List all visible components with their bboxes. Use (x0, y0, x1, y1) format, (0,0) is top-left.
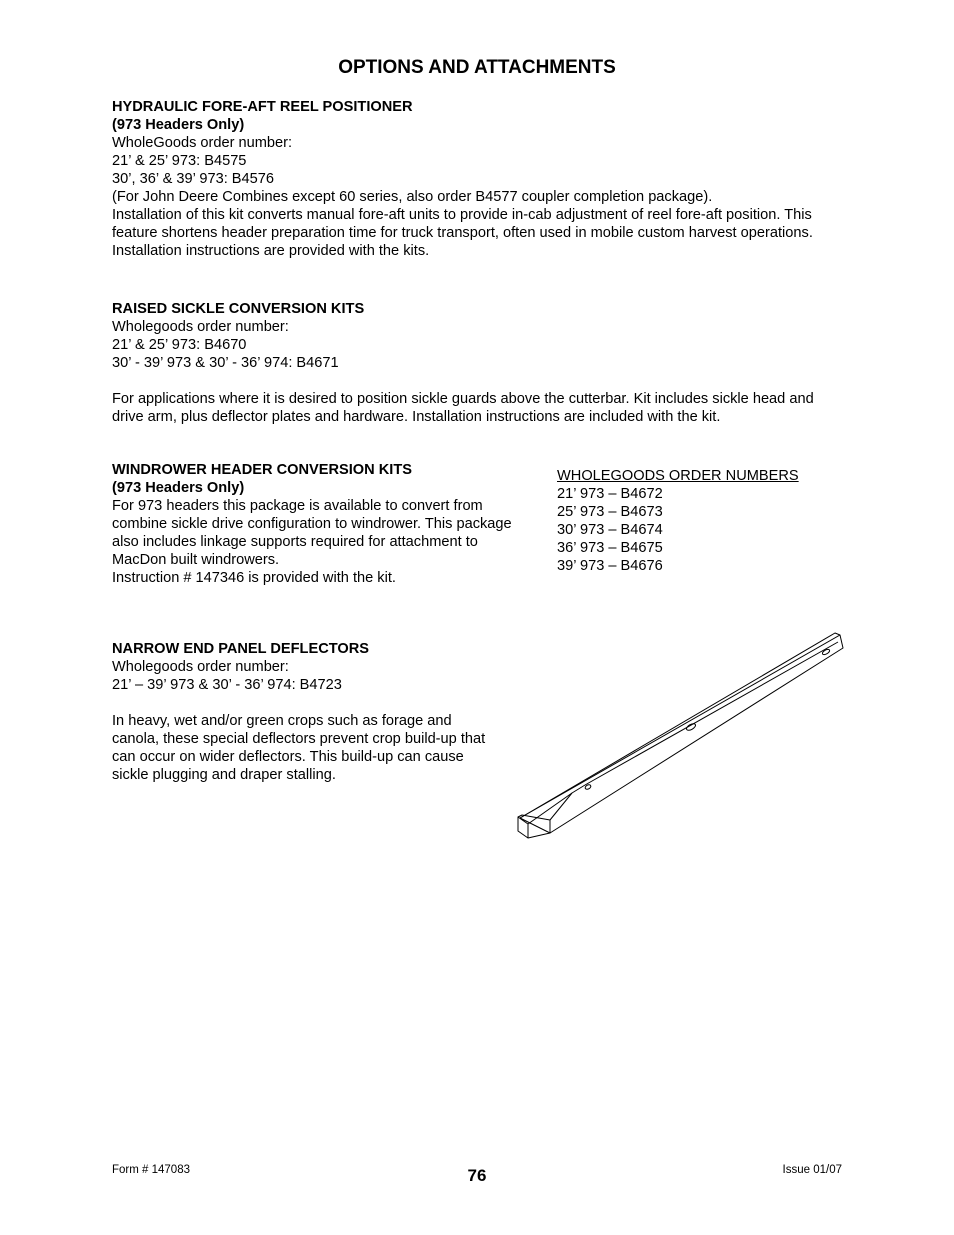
form-number: Form # 147083 (112, 1164, 190, 1176)
section-subheading: (973 Headers Only) (112, 480, 245, 496)
page-number: 76 (467, 1166, 487, 1185)
section-heading: RAISED SICKLE CONVERSION KITS (112, 301, 365, 317)
order-numbers-heading: WHOLEGOODS ORDER NUMBERS (557, 468, 799, 484)
text-line: WholeGoods order number: (112, 135, 293, 151)
text-line: Wholegoods order number: (112, 319, 289, 335)
text-line: Instruction # 147346 is provided with the kit. (112, 570, 396, 586)
text-line: combine sickle drive configuration to windrower. This package (112, 516, 512, 532)
deflector-brace (528, 785, 585, 824)
section-heading: NARROW END PANEL DEFLECTORS (112, 641, 370, 657)
order-number-item: 36’ 973 – B4675 (557, 540, 663, 556)
text-line: feature shortens header preparation time for truck transport, often used in mobile custom harvest operations. (112, 225, 813, 241)
windrower-section (112, 461, 524, 587)
text-line: Installation of this kit converts manual fore-aft units to provide in-cab adjustment of reel fore-aft position. This (112, 207, 812, 223)
text-line: For 973 headers this package is available to convert from (112, 498, 483, 514)
text-line: For applications where it is desired to position sickle guards above the cutterbar. Kit includes sickle head and (112, 391, 814, 407)
deflector-flange (520, 633, 840, 818)
text-line: MacDon built windrowers. (112, 552, 280, 568)
deflector-end-plate (518, 815, 550, 838)
issue-date: Issue 01/07 (782, 1164, 842, 1176)
order-number-item: 30’ 973 – B4674 (557, 522, 663, 538)
reel-positioner-section (112, 98, 852, 260)
deflector-fold-line (585, 642, 838, 785)
text-line: 30’ - 39’ 973 & 30’ - 36’ 974: B4671 (112, 355, 339, 371)
text-line: drive arm, plus deflector plates and hardware. Installation instructions are included with the kit. (112, 409, 721, 425)
text-line: canola, these special deflectors prevent crop build-up that (112, 731, 486, 747)
text-line: 21’ – 39’ 973 & 30’ - 36’ 974: B4723 (112, 677, 342, 693)
section-heading: WINDROWER HEADER CONVERSION KITS (112, 462, 412, 478)
text-line: sickle plugging and draper stalling. (112, 767, 336, 783)
deflectors-section (112, 640, 500, 784)
section-subheading: (973 Headers Only) (112, 117, 245, 133)
windrower-order-numbers (557, 467, 847, 575)
text-line: Installation instructions are provided with the kits. (112, 243, 430, 259)
section-heading: HYDRAULIC FORE-AFT REEL POSITIONER (112, 99, 413, 115)
text-line: 21’ & 25’ 973: B4670 (112, 337, 247, 353)
text-line: (For John Deere Combines except 60 series, also order B4577 coupler completion package). (112, 189, 713, 205)
page-title: OPTIONS AND ATTACHMENTS (338, 57, 616, 78)
text-line: 21’ & 25’ 973: B4575 (112, 153, 247, 169)
deflector-bar-outline (520, 635, 843, 833)
order-number-item: 39’ 973 – B4676 (557, 558, 663, 574)
text-line: In heavy, wet and/or green crops such as forage and (112, 713, 452, 729)
bolt-hole (822, 648, 831, 655)
deflector-illustration (510, 625, 850, 845)
bolt-hole (685, 722, 696, 731)
text-line: can occur on wider deflectors. This build-up can cause (112, 749, 464, 765)
raised-sickle-section (112, 300, 852, 426)
text-line: 30’, 36’ & 39’ 973: B4576 (112, 171, 275, 187)
text-line: Wholegoods order number: (112, 659, 289, 675)
order-number-item: 25’ 973 – B4673 (557, 504, 663, 520)
order-number-item: 21’ 973 – B4672 (557, 486, 663, 502)
text-line: also includes linkage supports required for attachment to (112, 534, 478, 550)
